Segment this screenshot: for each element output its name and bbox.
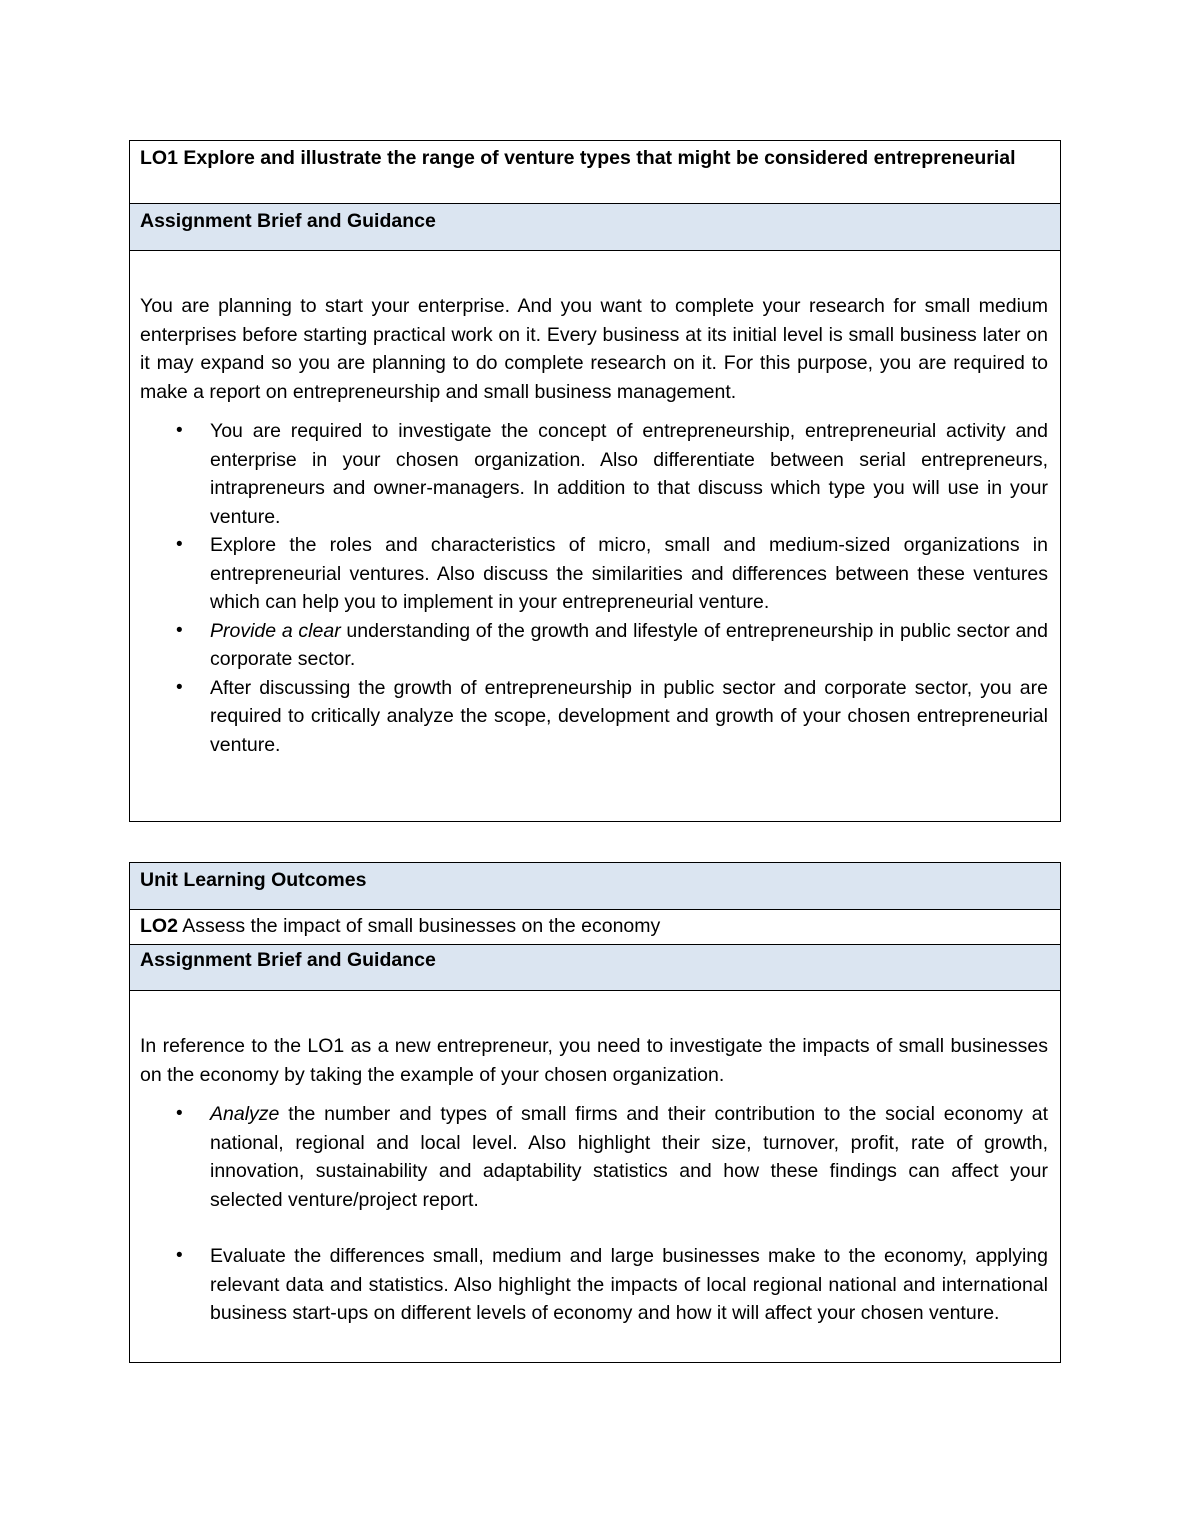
brief-header-row-2 — [130, 945, 1060, 991]
list-item: • You are required to investigate the concept of entrepreneurship, entrepreneurial activity and enterprise in your chosen organization. Also differentiate between serial entrepreneurs, intrapreneurs and owner-managers. In addition to that discuss which type you will use in your venture. — [140, 417, 1048, 531]
guidance-list — [140, 417, 1048, 759]
list-item: • Provide a clear understanding of the growth and lifestyle of entrepreneurship in public sector and corporate sector. — [140, 617, 1048, 674]
guidance-list — [140, 1100, 1048, 1328]
list-item: • Explore the roles and characteristics of micro, small and medium-sized organizations in entrepreneurial ventures. Also discuss the similarities and differences between these ventures which can help you to implement in your entrepreneurial venture. — [140, 531, 1048, 617]
brief-header: Assignment Brief and Guidance — [140, 949, 436, 971]
lo2-title: Assess the impact of small businesses on the economy — [177, 915, 661, 937]
intro-paragraph: In reference to the LO1 as a new entrepreneur, you need to investigate the impacts of small businesses on the economy by taking the example of your chosen organization. — [140, 1035, 1048, 1086]
bullet-icon: • — [176, 534, 183, 555]
bullet-icon: • — [176, 420, 183, 441]
lo1-title-row — [130, 141, 1060, 204]
list-item: • Analyze the number and types of small firms and their contribution to the social economy at national, regional and local level. Also highlight their size, turnover, profit, rate of growth, innovation, sustainability and adaptability statistics and how these findings can affect your selected venture/project report. — [140, 1100, 1048, 1214]
outcomes-header-row — [130, 863, 1060, 910]
brief-body-1 — [130, 251, 1060, 821]
lo1-title: LO1 Explore and illustrate the range of venture types that might be considered entrepreneurial — [140, 147, 1016, 169]
bullet-icon: • — [176, 1103, 183, 1124]
bullet-icon: • — [176, 1245, 183, 1266]
lo2-table — [129, 862, 1061, 1363]
list-item: • After discussing the growth of entrepreneurship in public sector and corporate sector, you are required to critically analyze the scope, development and growth of your chosen entrepreneurial venture. — [140, 674, 1048, 760]
list-item: • Evaluate the differences small, medium and large businesses make to the economy, applying relevant data and statistics. Also highlight the impacts of local regional national and international business start-ups on different levels of economy and how it will affect your chosen venture. — [140, 1242, 1048, 1328]
intro-paragraph: You are planning to start your enterprise. And you want to complete your research for small medium enterprises before starting practical work on it. Every business at its initial level is small business later on it may expand so you are planning to do complete research on it. For this purpose, you are required to make a report on entrepreneurship and small business management. — [140, 295, 1048, 403]
brief-body-2 — [130, 991, 1060, 1362]
bullet-icon: • — [176, 676, 183, 698]
brief-header-row-1 — [130, 204, 1060, 251]
brief-header: Assignment Brief and Guidance — [140, 210, 436, 232]
outcomes-header: Unit Learning Outcomes — [140, 869, 367, 891]
lo2-code: LO2 — [140, 915, 178, 937]
bullet-icon: • — [176, 619, 183, 641]
lo1-table — [129, 140, 1061, 822]
lo2-title-row — [130, 910, 1060, 945]
